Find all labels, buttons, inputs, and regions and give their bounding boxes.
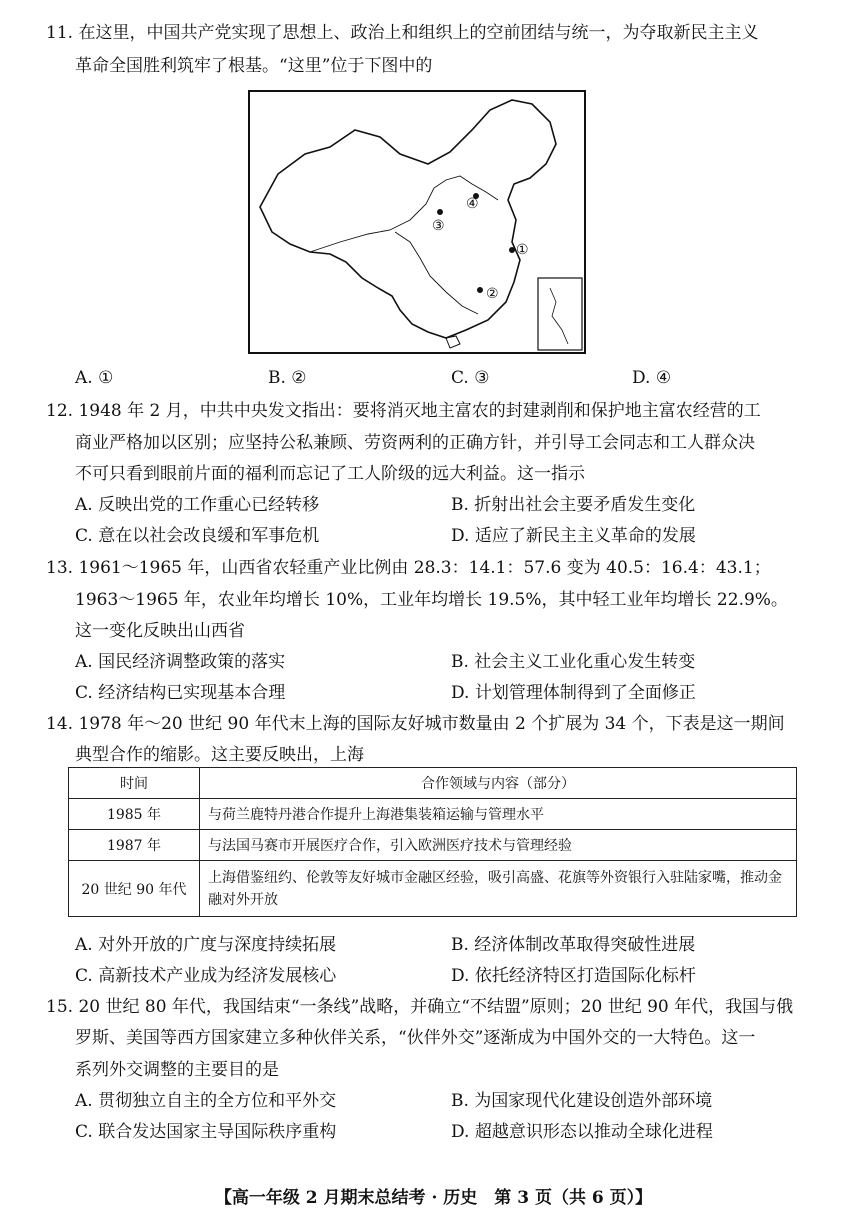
q12-stem-line2: 商业严格加以区别；应坚持公私兼顾、劳资两利的正确方针，并引导工会同志和工人群众决 bbox=[75, 433, 755, 453]
map-marker-1: ① bbox=[516, 242, 529, 258]
q14-option-a[interactable]: A. 对外开放的广度与深度持续拓展 bbox=[75, 935, 337, 955]
q15-option-d[interactable]: D. 超越意识形态以推动全球化进程 bbox=[451, 1122, 713, 1142]
q11-stem-line2: 革命全国胜利筑牢了根基。“这里”位于下图中的 bbox=[75, 56, 433, 76]
q11-option-c[interactable]: C. ③ bbox=[451, 368, 490, 388]
map-marker-3: ③ bbox=[432, 218, 445, 234]
table-cell-content: 上海借鉴纽约、伦敦等友好城市金融区经验，吸引高盛、花旗等外资银行入驻陆家嘴，推动金融对外开放 bbox=[200, 861, 797, 917]
table-header-content: 合作领域与内容（部分） bbox=[200, 768, 797, 799]
page-footer: 【高一年级 2 月期末总结考 · 历史 第 3 页（共 6 页）】 bbox=[214, 1188, 653, 1208]
table-header-row bbox=[69, 768, 797, 799]
table-cell-time: 20 世纪 90 年代 bbox=[69, 861, 200, 917]
q11-option-d[interactable]: D. ④ bbox=[632, 368, 672, 388]
q11-option-a[interactable]: A. ① bbox=[75, 368, 114, 388]
q15-option-a[interactable]: A. 贯彻独立自主的全方位和平外交 bbox=[75, 1091, 337, 1111]
q14-stem-line1: 14. 1978 年～20 世纪 90 年代末上海的国际友好城市数量由 2 个扩展为 34 个，下表是这一期间 bbox=[46, 714, 785, 734]
table-row bbox=[69, 799, 797, 830]
cooperation-table bbox=[68, 767, 797, 917]
q15-stem-line1: 15. 20 世纪 80 年代，我国结束“一条线”战略，并确立“不结盟”原则；20 世纪 90 年代，我国与俄 bbox=[46, 997, 794, 1017]
map-marker-2: ② bbox=[486, 286, 499, 302]
q13-stem-line2: 1963～1965 年，农业年均增长 10%，工业年均增长 19.5%，其中轻工业年均增长 22.9%。 bbox=[75, 590, 788, 610]
q15-option-b[interactable]: B. 为国家现代化建设创造外部环境 bbox=[451, 1091, 713, 1111]
china-map bbox=[248, 90, 586, 354]
q12-option-a[interactable]: A. 反映出党的工作重心已经转移 bbox=[75, 495, 320, 515]
q13-option-c[interactable]: C. 经济结构已实现基本合理 bbox=[75, 683, 286, 703]
q14-option-d[interactable]: D. 依托经济特区打造国际化标杆 bbox=[451, 966, 696, 986]
table-cell-time: 1987 年 bbox=[69, 830, 200, 861]
q15-option-c[interactable]: C. 联合发达国家主导国际秩序重构 bbox=[75, 1122, 337, 1142]
table-row bbox=[69, 830, 797, 861]
table-header-time: 时间 bbox=[69, 768, 200, 799]
q11-stem-line1: 11. 在这里，中国共产党实现了思想上、政治上和组织上的空前团结与统一，为夺取新民主主义 bbox=[46, 23, 759, 43]
q12-option-b[interactable]: B. 折射出社会主要矛盾发生变化 bbox=[451, 495, 696, 515]
map-marker-4: ④ bbox=[466, 196, 479, 212]
q13-option-a[interactable]: A. 国民经济调整政策的落实 bbox=[75, 652, 286, 672]
q11-option-b[interactable]: B. ② bbox=[268, 368, 307, 388]
table-row bbox=[69, 861, 797, 917]
q15-stem-line2: 罗斯、美国等西方国家建立多种伙伴关系，“伙伴外交”逐渐成为中国外交的一大特色。这一 bbox=[75, 1028, 756, 1048]
q14-option-b[interactable]: B. 经济体制改革取得突破性进展 bbox=[451, 935, 696, 955]
table-cell-content: 与荷兰鹿特丹港合作提升上海港集装箱运输与管理水平 bbox=[200, 799, 797, 830]
q14-stem-line2: 典型合作的缩影。这主要反映出，上海 bbox=[75, 745, 364, 765]
q15-stem-line3: 系列外交调整的主要目的是 bbox=[75, 1060, 279, 1080]
q14-option-c[interactable]: C. 高新技术产业成为经济发展核心 bbox=[75, 966, 337, 986]
q13-stem-line1: 13. 1961～1965 年，山西省农轻重产业比例由 28.3：14.1：57.6 变为 40.5：16.4：43.1； bbox=[46, 558, 771, 578]
q13-stem-line3: 这一变化反映出山西省 bbox=[75, 621, 245, 641]
q13-option-b[interactable]: B. 社会主义工业化重心发生转变 bbox=[451, 652, 696, 672]
q12-stem-line3: 不可只看到眼前片面的福利而忘记了工人阶级的远大利益。这一指示 bbox=[75, 464, 585, 484]
q12-option-c[interactable]: C. 意在以社会改良缓和军事危机 bbox=[75, 526, 320, 546]
china-map-outline bbox=[250, 92, 584, 352]
q12-option-d[interactable]: D. 适应了新民主主义革命的发展 bbox=[451, 526, 696, 546]
table-cell-time: 1985 年 bbox=[69, 799, 200, 830]
q12-stem-line1: 12. 1948 年 2 月，中共中央发文指出：要将消灭地主富农的封建剥削和保护地主富农经营的工 bbox=[46, 401, 761, 421]
table-cell-content: 与法国马赛市开展医疗合作，引入欧洲医疗技术与管理经验 bbox=[200, 830, 797, 861]
q13-option-d[interactable]: D. 计划管理体制得到了全面修正 bbox=[451, 683, 696, 703]
